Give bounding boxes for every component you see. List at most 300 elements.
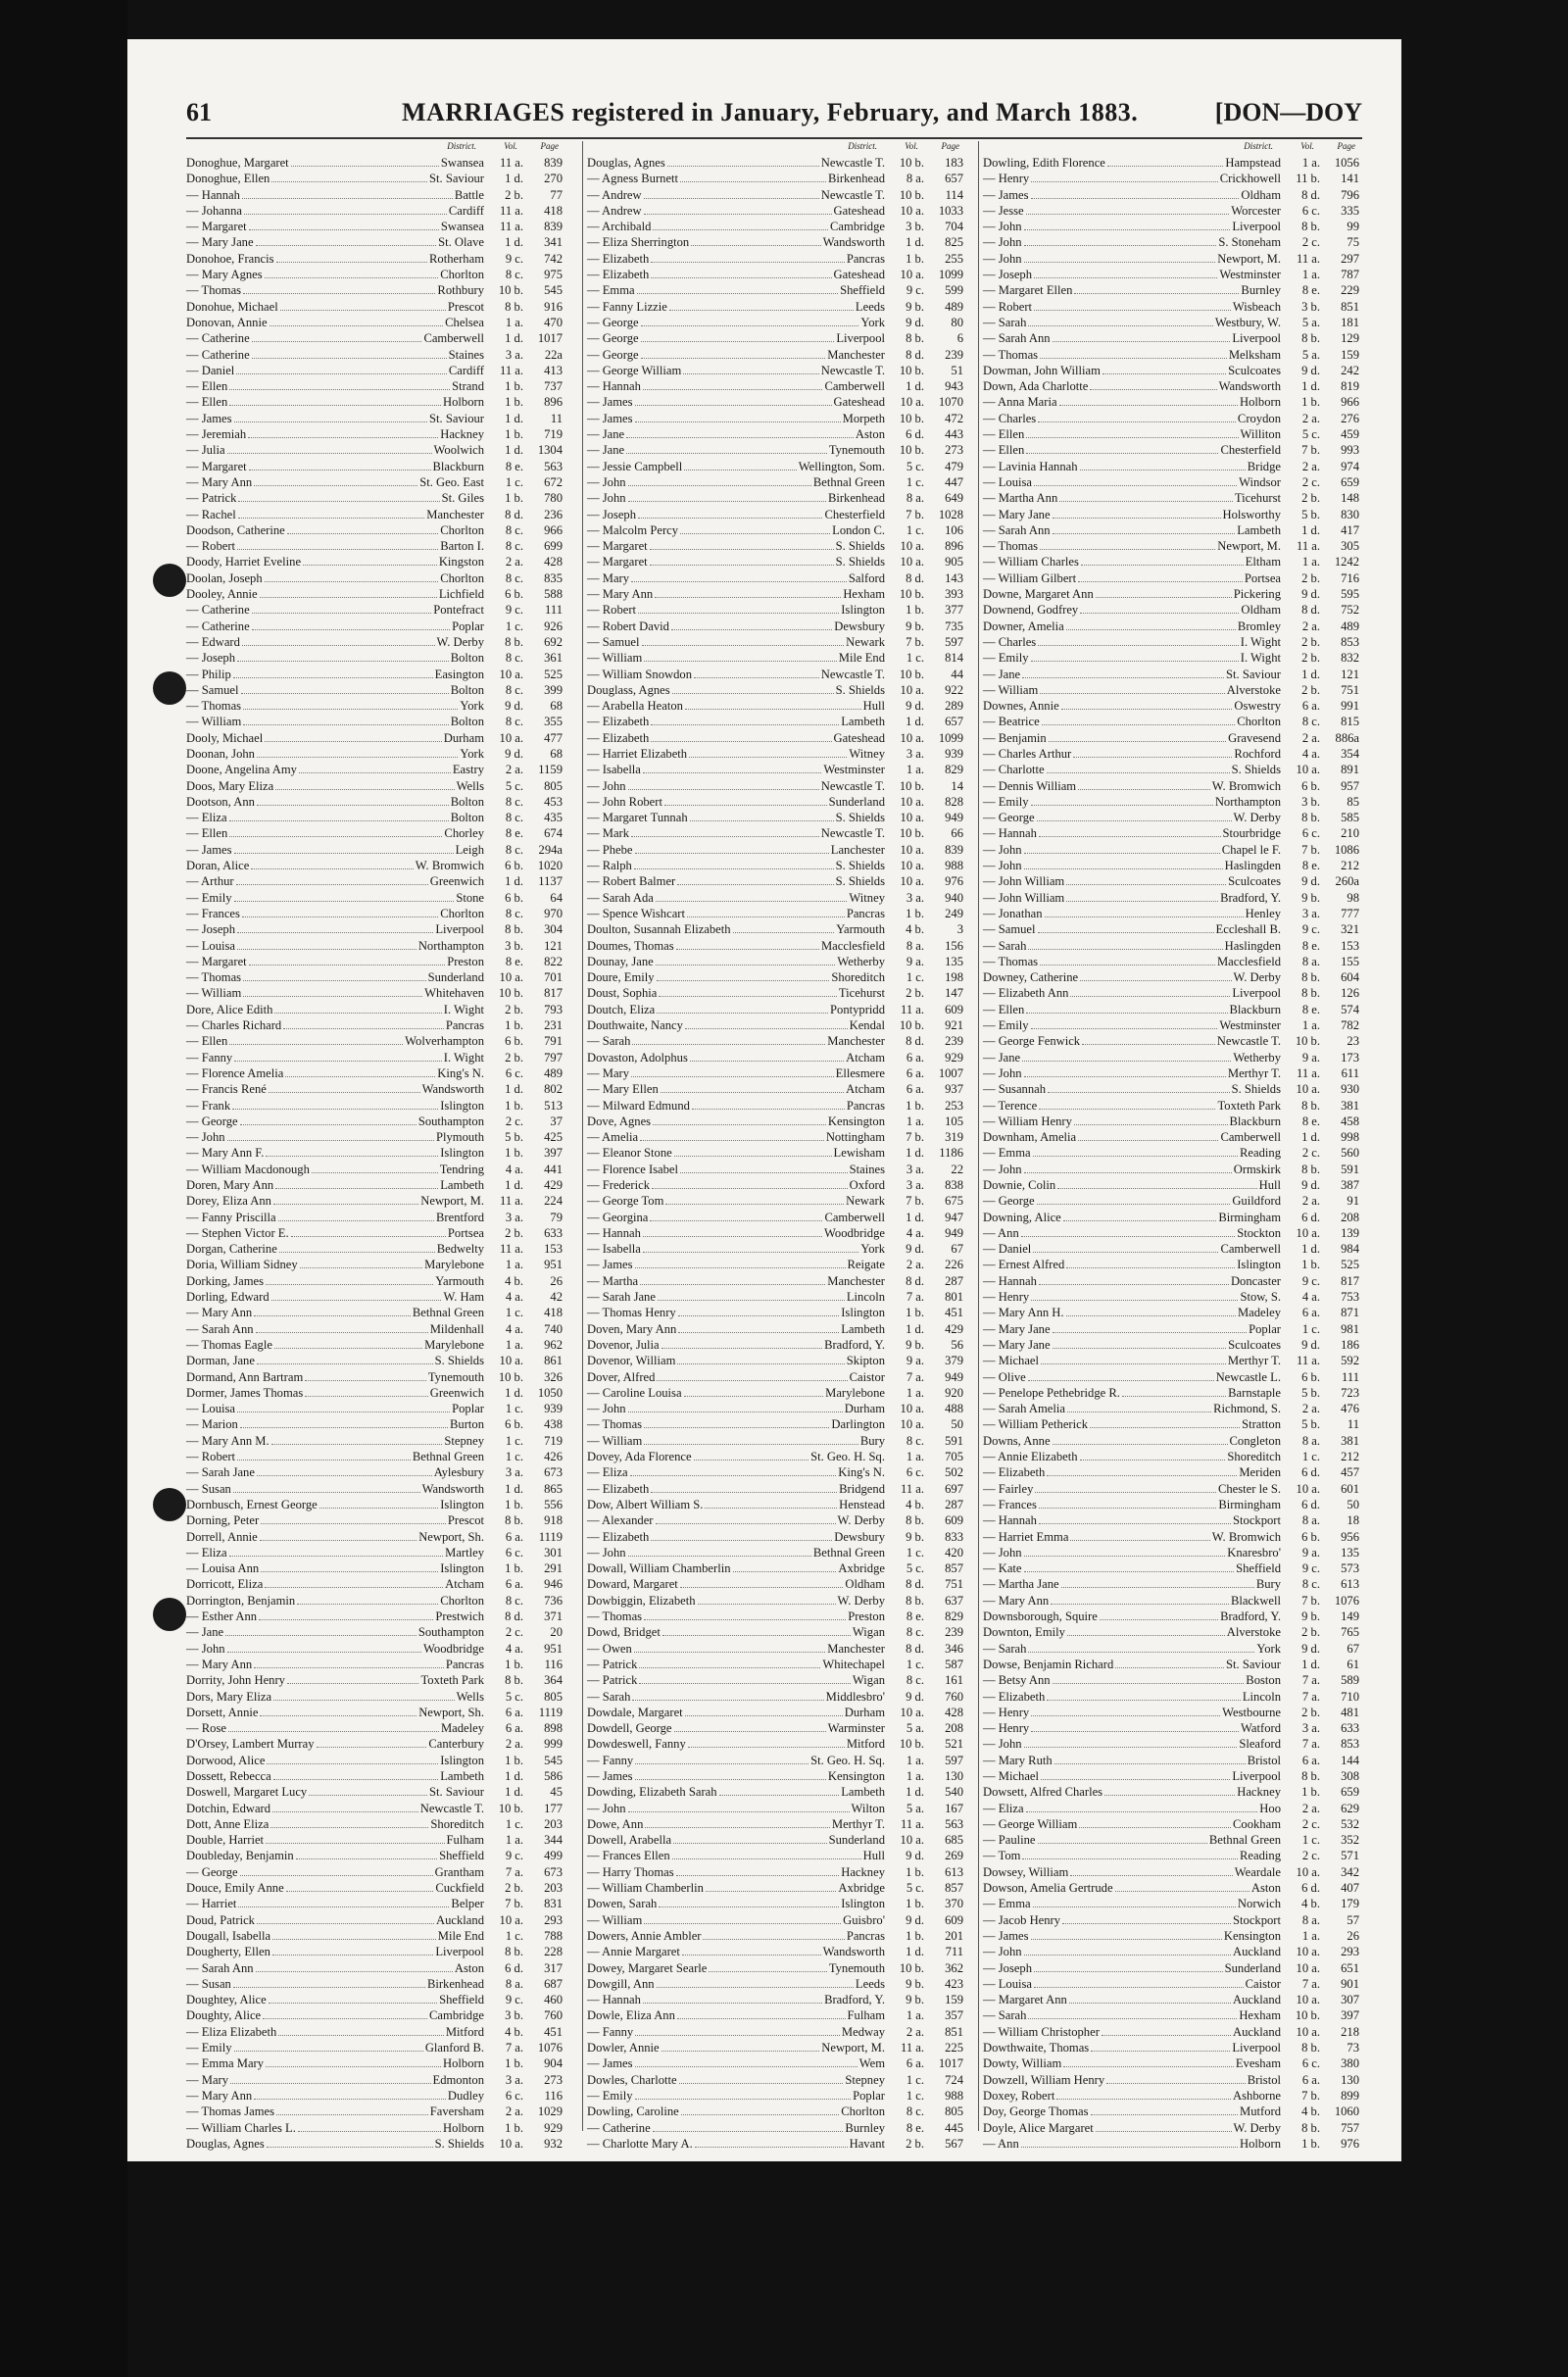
- entry-name: Dowdale, Margaret: [587, 1705, 683, 1719]
- index-entry: [587, 1657, 963, 1672]
- entry-volume: 2 a.: [1301, 619, 1320, 633]
- index-entry: [186, 1337, 563, 1353]
- entry-page: 68: [550, 699, 563, 714]
- entry-district: Oxford: [849, 1178, 885, 1192]
- index-entry: [587, 1641, 963, 1657]
- entry-district: Stockport: [1233, 1513, 1281, 1528]
- index-entry: [587, 2088, 963, 2104]
- entry-volume: 6 a.: [1301, 2072, 1320, 2087]
- entry-volume: 2 c.: [505, 1625, 523, 1640]
- entry-volume: 1 b.: [505, 2120, 523, 2135]
- index-entry: [587, 171, 963, 186]
- leader-dots: [276, 2114, 428, 2115]
- entry-name: Double, Harriet: [186, 1833, 265, 1848]
- entry-page: 719: [544, 1433, 563, 1448]
- entry-volume: 2 b.: [505, 187, 523, 202]
- entry-page: 904: [544, 2056, 563, 2071]
- entry-volume: 1 b.: [505, 491, 523, 506]
- entry-name: — Edward: [186, 634, 240, 649]
- entry-district: Stepney: [845, 2072, 885, 2087]
- entry-page: 571: [1341, 1849, 1359, 1863]
- leader-dots: [643, 1236, 822, 1237]
- entry-name: — Georgina: [587, 1210, 649, 1224]
- index-entry: [587, 1912, 963, 1928]
- entry-volume: 10 a.: [900, 395, 924, 410]
- entry-district: Mildenhall: [429, 1321, 484, 1336]
- leader-dots: [1066, 884, 1226, 885]
- entry-volume: 10 a.: [900, 1705, 924, 1719]
- entry-district: Poplar: [1249, 1321, 1281, 1336]
- index-entry: [587, 1385, 963, 1401]
- index-entry: [587, 315, 963, 330]
- entry-name: Downsborough, Squire: [983, 1609, 1098, 1624]
- leader-dots: [650, 549, 834, 550]
- entry-page: 687: [544, 1976, 563, 1991]
- entry-page: 901: [1341, 1976, 1359, 1991]
- leader-dots: [230, 2083, 430, 2084]
- index-entry: [587, 730, 963, 746]
- entry-volume: 9 b.: [906, 1976, 924, 1991]
- entry-volume: 8 a.: [1301, 1912, 1320, 1927]
- entry-volume: 10 a.: [900, 1402, 924, 1416]
- entry-page: 675: [945, 1194, 963, 1209]
- index-entry: [186, 1753, 563, 1768]
- entry-volume: 4 b.: [505, 1273, 523, 1288]
- entry-page: 737: [544, 379, 563, 394]
- leader-dots: [1021, 1236, 1235, 1237]
- leader-dots: [256, 245, 437, 246]
- entry-district: Northampton: [417, 938, 484, 953]
- entry-district: Morpeth: [842, 411, 885, 425]
- entry-page: 352: [1341, 1833, 1359, 1848]
- entry-district: Tynemouth: [427, 1369, 484, 1384]
- entry-name: — Johanna: [186, 203, 243, 218]
- entry-name: Downton, Emily: [983, 1625, 1065, 1640]
- entry-page: 1076: [537, 2041, 563, 2055]
- entry-district: Chester le S.: [1217, 1481, 1281, 1496]
- entry-volume: 7 b.: [906, 1194, 924, 1209]
- entry-page: 981: [1341, 1321, 1359, 1336]
- entry-name: — Emily: [983, 794, 1029, 809]
- index-entry: [186, 1801, 563, 1816]
- entry-volume: 1 b.: [1301, 395, 1320, 410]
- entry-name: — Louisa: [983, 474, 1033, 489]
- entry-district: Manchester: [827, 1641, 885, 1656]
- leader-dots: [1026, 453, 1218, 454]
- leader-dots: [1074, 293, 1239, 294]
- index-entry: [587, 810, 963, 825]
- entry-district: I. Wight: [443, 1002, 484, 1016]
- entry-name: — Mary Ann: [186, 1657, 253, 1671]
- leader-dots: [1040, 549, 1215, 550]
- index-entry: [983, 954, 1359, 969]
- entry-name: — Owen: [587, 1641, 632, 1656]
- entry-page: 441: [544, 1162, 563, 1176]
- entry-district: Newport, Sh.: [418, 1705, 484, 1719]
- leader-dots: [1066, 1267, 1235, 1268]
- leader-dots: [1056, 2099, 1231, 2100]
- index-entry: [587, 1768, 963, 1784]
- index-entry: [186, 969, 563, 985]
- index-entry: [186, 459, 563, 474]
- entry-name: — Thomas: [983, 347, 1039, 362]
- index-entry: [983, 538, 1359, 554]
- entry-volume: 10 a.: [499, 2136, 523, 2151]
- leader-dots: [260, 1540, 416, 1541]
- leader-dots: [1031, 1028, 1218, 1029]
- entry-name: Downey, Catherine: [983, 970, 1079, 985]
- entry-name: — John: [186, 1130, 225, 1145]
- entry-page: 905: [945, 555, 963, 569]
- entry-name: — Emily: [983, 1018, 1029, 1033]
- leader-dots: [240, 1875, 433, 1876]
- entry-page: 817: [544, 986, 563, 1001]
- entry-name: — Sarah: [983, 2008, 1027, 2023]
- entry-page: 11: [1347, 1417, 1359, 1432]
- index-entry: [587, 1033, 963, 1049]
- leader-dots: [1115, 1891, 1250, 1892]
- index-entry: [983, 1464, 1359, 1480]
- entry-name: — Ellen: [186, 826, 228, 841]
- entry-district: Battle: [454, 187, 484, 202]
- entry-volume: 10 a.: [1296, 763, 1320, 777]
- entry-volume: 1 c.: [505, 1306, 523, 1320]
- entry-name: Dotchin, Edward: [186, 1801, 271, 1815]
- entry-volume: 7 a.: [1301, 1689, 1320, 1704]
- entry-name: Dowsett, Alfred Charles: [983, 1785, 1103, 1800]
- entry-page: 121: [1341, 667, 1359, 681]
- leader-dots: [256, 1332, 428, 1333]
- leader-dots: [271, 1444, 443, 1445]
- entry-page: 57: [1347, 1912, 1359, 1927]
- entry-district: Guildford: [1232, 1194, 1281, 1209]
- leader-dots: [1062, 1923, 1231, 1924]
- entry-page: 970: [544, 906, 563, 920]
- entry-name: Doyle, Alice Margaret: [983, 2120, 1094, 2135]
- index-entry: [587, 667, 963, 682]
- index-entry: [587, 363, 963, 378]
- index-entry: [587, 1689, 963, 1705]
- leader-dots: [1053, 1683, 1245, 1684]
- entry-district: King's N.: [437, 1065, 484, 1080]
- entry-district: Chorlton: [440, 906, 484, 920]
- entry-volume: 7 b.: [906, 507, 924, 521]
- entry-volume: 11 a.: [499, 1194, 523, 1209]
- entry-district: Birkenhead: [827, 491, 885, 506]
- index-entry: [587, 1928, 963, 1944]
- entry-volume: 9 c.: [1301, 922, 1320, 937]
- leader-dots: [630, 1475, 837, 1476]
- entry-district: Wem: [858, 2056, 885, 2071]
- entry-page: 425: [544, 1130, 563, 1145]
- entry-volume: 1 c.: [1301, 1833, 1320, 1848]
- entry-name: — Mary Ann: [983, 1593, 1050, 1608]
- leader-dots: [634, 1652, 825, 1653]
- index-entry: [186, 1672, 563, 1688]
- entry-page: 153: [544, 1242, 563, 1257]
- entry-district: Wandsworth: [421, 1481, 484, 1496]
- entry-page: 371: [544, 1609, 563, 1624]
- leader-dots: [1034, 1971, 1223, 1972]
- entry-district: W. Bromwich: [1211, 778, 1281, 793]
- leader-dots: [296, 1858, 437, 1859]
- entry-district: S. Shields: [1231, 1082, 1281, 1097]
- entry-page: 1137: [538, 874, 563, 889]
- entry-volume: 7 b.: [1301, 1593, 1320, 1608]
- entry-district: Newcastle T.: [419, 1801, 484, 1815]
- entry-page: 649: [945, 491, 963, 506]
- entry-page: 294a: [538, 842, 563, 857]
- entry-volume: 1 b.: [1301, 1785, 1320, 1800]
- entry-name: — George: [186, 1114, 238, 1128]
- entry-district: Camberwell: [423, 331, 484, 346]
- entry-page: 326: [544, 1369, 563, 1384]
- entry-district: Liverpool: [1232, 1768, 1281, 1783]
- entry-district: Stow, S.: [1240, 1290, 1281, 1305]
- entry-page: 130: [1341, 2072, 1359, 2087]
- leader-dots: [228, 1731, 439, 1732]
- entry-volume: 10 a.: [900, 794, 924, 809]
- index-entry: [587, 619, 963, 634]
- entry-name: Dormer, James Thomas: [186, 1385, 304, 1400]
- entry-name: — Mary Ann M.: [186, 1433, 270, 1448]
- index-entry: [186, 299, 563, 315]
- entry-page: 805: [544, 778, 563, 793]
- entry-name: Dowson, Amelia Gertrude: [983, 1881, 1113, 1896]
- leader-dots: [662, 1348, 822, 1349]
- entry-district: Aston: [1250, 1881, 1281, 1896]
- entry-district: Toxteth Park: [1217, 1098, 1281, 1113]
- index-entry: [983, 234, 1359, 250]
- index-entry: [587, 267, 963, 282]
- entry-page: 225: [945, 2041, 963, 2055]
- entry-page: 253: [945, 1098, 963, 1113]
- entry-page: 545: [544, 1753, 563, 1767]
- entry-name: — Emma: [983, 1897, 1031, 1911]
- entry-page: 920: [945, 1385, 963, 1400]
- entry-page: 361: [544, 651, 563, 666]
- index-entry: [983, 1017, 1359, 1033]
- index-entry: [186, 394, 563, 410]
- leader-dots: [652, 1188, 848, 1189]
- entry-page: 724: [945, 2072, 963, 2087]
- entry-district: Bethnal Green: [812, 474, 885, 489]
- entry-page: 79: [550, 1210, 563, 1224]
- entry-volume: 2 a.: [505, 763, 523, 777]
- leader-dots: [638, 613, 839, 614]
- entry-district: Blackwell: [1230, 1593, 1281, 1608]
- index-entry: [186, 1944, 563, 1959]
- index-entry: [186, 1832, 563, 1848]
- leader-dots: [1024, 1076, 1226, 1077]
- index-entry: [186, 906, 563, 921]
- index-entry: [186, 1720, 563, 1736]
- entry-name: — Louisa: [186, 1402, 236, 1416]
- entry-volume: 1 b.: [906, 1864, 924, 1879]
- entry-name: Doone, Angelina Amy: [186, 763, 297, 777]
- index-entry: [983, 1609, 1359, 1624]
- entry-page: 319: [945, 1130, 963, 1145]
- entry-district: Liverpool: [836, 331, 885, 346]
- entry-volume: 10 b.: [899, 187, 924, 202]
- entry-name: — Sarah: [983, 938, 1027, 953]
- entry-page: 896: [945, 539, 963, 554]
- entry-district: Darlington: [831, 1417, 885, 1432]
- leader-dots: [653, 2131, 844, 2132]
- leader-dots: [733, 1571, 837, 1572]
- entry-volume: 1 b.: [906, 1897, 924, 1911]
- entry-page: 18: [1347, 1513, 1359, 1528]
- leader-dots: [229, 389, 450, 390]
- entry-district: Kensington: [1223, 1928, 1281, 1943]
- entry-district: Stourbridge: [1222, 826, 1281, 841]
- entry-name: — John: [587, 778, 626, 793]
- entry-volume: 8 b.: [906, 1513, 924, 1528]
- entry-volume: 10 b.: [498, 1369, 523, 1384]
- entry-district: Chorlton: [440, 1593, 484, 1608]
- entry-volume: 10 b.: [899, 411, 924, 425]
- entry-page: 788: [544, 1928, 563, 1943]
- index-entry: [587, 1672, 963, 1688]
- index-entry: [587, 1114, 963, 1129]
- leader-dots: [1091, 2114, 1239, 2115]
- entry-district: Preston: [848, 1609, 885, 1624]
- entry-district: Bradford, Y.: [1220, 890, 1281, 905]
- entry-volume: 2 a.: [1301, 730, 1320, 745]
- index-entry: [983, 667, 1359, 682]
- leader-dots: [1096, 2131, 1232, 2132]
- entry-name: — Mary: [186, 2072, 229, 2087]
- entry-name: Doos, Mary Eliza: [186, 778, 274, 793]
- entry-district: Boston: [1246, 1673, 1281, 1688]
- entry-district: Kensington: [827, 1114, 885, 1128]
- index-entry: [186, 954, 563, 969]
- index-entry: [983, 2088, 1359, 2104]
- entry-volume: 1 a.: [1301, 1928, 1320, 1943]
- entry-name: — Charles Richard: [186, 1018, 282, 1033]
- entry-district: Pontefract: [433, 603, 484, 618]
- entry-district: S. Shields: [434, 1354, 484, 1368]
- index-entry: [186, 1880, 563, 1896]
- entry-volume: 8 c.: [505, 715, 523, 729]
- leader-dots: [249, 229, 439, 230]
- index-entry: [983, 1784, 1359, 1800]
- entry-name: Dorey, Eliza Ann: [186, 1194, 271, 1209]
- entry-name: — Eliza: [186, 1545, 227, 1560]
- entry-volume: 2 a.: [1301, 1194, 1320, 1209]
- entry-name: Dorricott, Eliza: [186, 1577, 264, 1592]
- entry-page: 723: [1341, 1385, 1359, 1400]
- leader-dots: [233, 677, 433, 678]
- entry-volume: 10 a.: [900, 730, 924, 745]
- index-entry: [186, 267, 563, 282]
- entry-volume: 1 d.: [505, 235, 523, 250]
- entry-page: 293: [1341, 1945, 1359, 1959]
- entry-name: — Ellen: [186, 379, 228, 394]
- entry-district: Wandsworth: [421, 1082, 484, 1097]
- entry-district: Bethnal Green: [812, 1545, 885, 1560]
- entry-volume: 1 b.: [505, 395, 523, 410]
- entry-district: Liverpool: [1232, 986, 1281, 1001]
- leader-dots: [319, 1508, 439, 1509]
- entry-name: — Emily: [587, 2088, 633, 2103]
- index-entry: [983, 347, 1359, 363]
- leader-dots: [286, 1891, 434, 1892]
- leader-dots: [237, 1460, 411, 1461]
- entry-page: 976: [1341, 2136, 1359, 2151]
- entry-page: 567: [945, 2136, 963, 2151]
- leader-dots: [1080, 1460, 1226, 1461]
- entry-name: — Jesse: [983, 203, 1024, 218]
- entry-volume: 5 c.: [906, 1561, 924, 1576]
- entry-name: Dowles, Charlotte: [587, 2072, 677, 2087]
- entry-volume: 10 b.: [899, 1737, 924, 1752]
- entry-district: Ashborne: [1233, 2088, 1281, 2103]
- leader-dots: [1031, 1939, 1222, 1940]
- entry-name: — Mary Ann: [186, 474, 253, 489]
- entry-volume: 6 a.: [505, 1529, 523, 1544]
- leader-dots: [1067, 1411, 1211, 1412]
- entry-volume: 6 d.: [1301, 1210, 1320, 1224]
- entry-district: Edmonton: [432, 2072, 484, 2087]
- leader-dots: [1024, 853, 1220, 854]
- entry-district: Prestwich: [435, 1609, 484, 1624]
- index-entry: [983, 1385, 1359, 1401]
- entry-volume: 1 d.: [505, 172, 523, 186]
- index-entry: [983, 1689, 1359, 1705]
- entry-page: 659: [1341, 1785, 1359, 1800]
- index-entry: [186, 762, 563, 777]
- entry-district: Pancras: [445, 1018, 484, 1033]
- index-entry: [186, 1225, 563, 1241]
- entry-district: Bury: [1255, 1577, 1281, 1592]
- entry-volume: 10 a.: [900, 1833, 924, 1848]
- leader-dots: [1090, 1427, 1240, 1428]
- entry-page: 532: [1341, 1816, 1359, 1831]
- index-entry: [983, 810, 1359, 825]
- index-entry: [186, 873, 563, 889]
- leader-dots: [1115, 1667, 1224, 1668]
- index-entry: [983, 1449, 1359, 1464]
- entry-page: 481: [1341, 1705, 1359, 1719]
- entry-name: — Margaret: [587, 555, 648, 569]
- entry-volume: 1 c.: [906, 2072, 924, 2087]
- leader-dots: [257, 805, 449, 806]
- entry-name: — Eliza: [587, 1465, 628, 1480]
- leader-dots: [271, 1300, 442, 1301]
- entry-name: — Mary Ellen: [587, 1082, 659, 1097]
- entry-page: 301: [544, 1545, 563, 1560]
- index-entry: [983, 1002, 1359, 1017]
- entry-district: Newport, Sh.: [418, 1529, 484, 1544]
- index-entry: [983, 1928, 1359, 1944]
- entry-volume: 6 a.: [906, 1065, 924, 1080]
- entry-name: — Frank: [186, 1098, 231, 1113]
- entry-district: Woodbridge: [423, 1641, 484, 1656]
- entry-district: Leigh: [455, 842, 484, 857]
- entry-name: — Louisa Ann: [186, 1561, 260, 1576]
- entry-name: — Rose: [186, 1721, 226, 1736]
- entry-page: 357: [945, 2008, 963, 2023]
- leader-dots: [237, 549, 438, 550]
- leader-dots: [628, 1556, 811, 1557]
- entry-district: Bethnal Green: [1208, 1833, 1281, 1848]
- entry-name: — Margaret: [186, 954, 247, 968]
- index-entry: [186, 714, 563, 729]
- leader-dots: [1061, 709, 1233, 710]
- leader-dots: [685, 709, 861, 710]
- entry-page: 307: [1341, 1993, 1359, 2007]
